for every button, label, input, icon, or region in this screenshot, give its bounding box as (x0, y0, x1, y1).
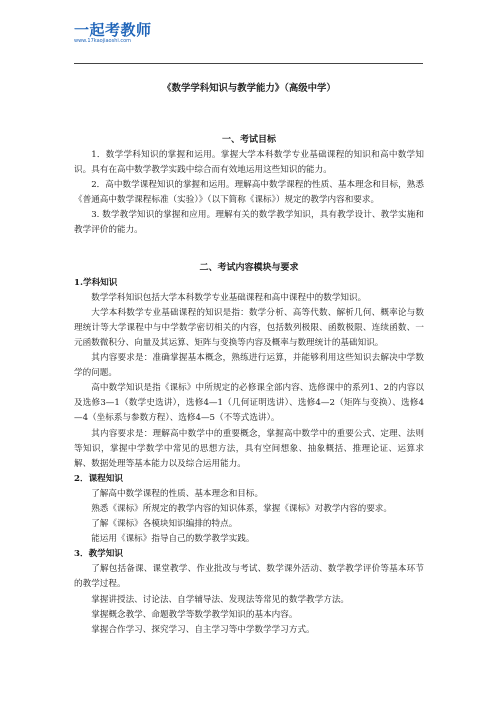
paragraph: 数学学科知识包括大学本科数学专业基础课程和高中课程中的数学知识。 (91, 292, 367, 303)
document-title: 《数学学科知识与教学能力》（高级中学） (162, 83, 336, 94)
paragraph: 其内容要求是：理解高中数学中的重要概念，掌握高中数学中的重要公式、定理、法则等知识，掌握中学数学中常见的思想方法，具有空间想象、抽象概括、推理论证、运算求解、数据处理等基本能力以及综合运用能力。 (74, 428, 424, 469)
paragraph: 了解《课标》各模块知识编排的特点。 (91, 519, 238, 530)
paragraph: 熟悉《课标》所规定的教学内容的知识体系，掌握《课标》对教学内容的要求。 (91, 503, 392, 514)
paragraph: 掌握概念教学、命题教学等数学教学知识的基本内容。 (91, 609, 298, 620)
paragraph: 掌握讲授法、讨论法、自学辅导法、发现法等常见的数学教学方法。 (91, 594, 350, 605)
paragraph: 掌握合作学习、探究学习、自主学习等中学数学学习方式。 (91, 624, 315, 635)
site-logo[interactable] (74, 22, 164, 54)
subsection-heading-subject: 1.学科知识 (74, 277, 118, 288)
header-divider (74, 63, 423, 64)
paragraph: 其内容要求是：准确掌握基本概念，熟练进行运算，并能够利用这些知识去解决中学数学的问题。 (74, 353, 424, 379)
document-body (74, 82, 424, 638)
paragraph: 2．高中数学课程知识的掌握和运用。理解高中数学课程的性质、基本理念和目标，熟悉《普通高中数学课程标准（实验）》（以下简称《课标》）规定的教学内容和要求。 (74, 180, 424, 206)
section-heading-goals: 一、考试目标 (221, 135, 276, 145)
logo-url: www.17kaojiaoshi.com (74, 38, 132, 44)
paragraph: 1．数学学科知识的掌握和运用。掌握大学本科数学专业基础课程的知识和高中数学知识。具有在高中数学教学实践中综合而有效地运用这些知识的能力。 (74, 150, 424, 176)
paragraph: 高中数学知识是指《课标》中所规定的必修课全部内容、选修课中的系列1、2的内容以及选修3—1（数学史选讲），选修4—1（几何证明选讲）、选修4—2（矩阵与变换）、选修4—4（坐标系与参数方程）、选修4—5（不等式选讲）。 (74, 383, 424, 424)
paragraph: 3. 数学教学知识的掌握和应用。理解有关的数学教学知识，具有教学设计、教学实施和教学评价的能力。 (74, 210, 424, 236)
section-heading-content: 二、考试内容模块与要求 (199, 262, 299, 273)
subsection-heading-teaching: 3．教学知识 (74, 549, 123, 560)
paragraph: 大学本科数学专业基础课程的知识是指：数学分析、高等代数、解析几何、概率论与数理统计等大学课程中与中学数学密切相关的内容，包括数列极限、函数极限、连续函数、一元函数微积分、向量及其运算、矩阵与变换等内容及概率与数理统计的基础知识。 (74, 307, 424, 348)
paragraph: 了解高中数学课程的性质、基本理念和目标。 (91, 488, 264, 499)
subsection-heading-curriculum: 2．课程知识 (74, 473, 123, 484)
paragraph: 能运用《课标》指导自己的数学教学实践。 (91, 534, 255, 545)
paragraph: 了解包括备课、课堂教学、作业批改与考试、数学课外活动、数学教学评价等基本环节的教学过程。 (74, 564, 424, 590)
logo-name: 一起考教师 (74, 21, 152, 39)
